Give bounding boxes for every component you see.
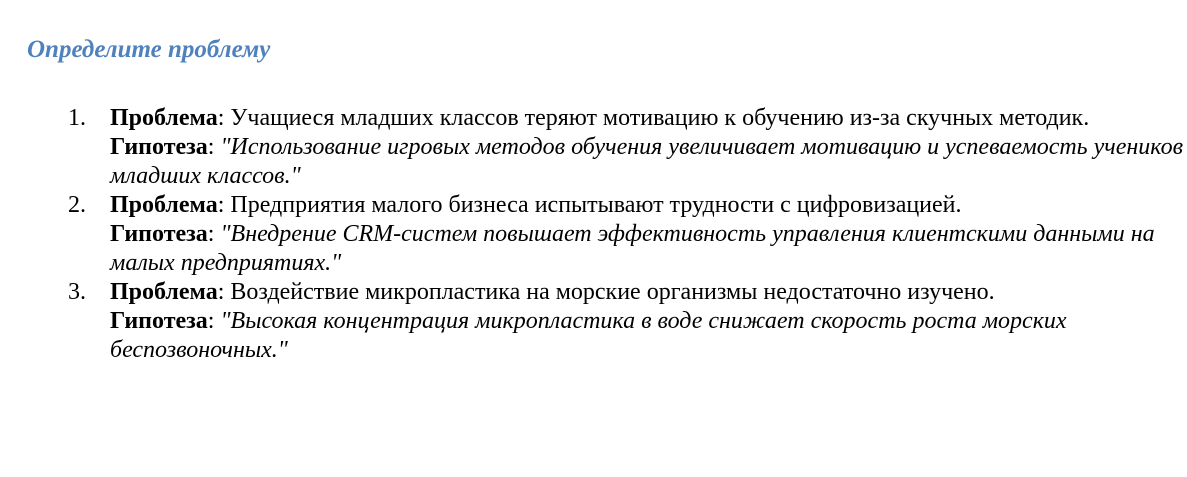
item-number: 2. <box>68 192 86 218</box>
problem-line <box>110 191 1187 220</box>
list-item <box>0 104 1187 191</box>
hypothesis-text: "Высокая концентрация микропластика в воде снижает скорость роста морских беспозвоночных." <box>110 308 1067 363</box>
problem-line <box>110 278 1187 307</box>
hypothesis-line <box>110 220 1187 278</box>
hypothesis-line <box>110 133 1187 191</box>
label-separator: : <box>217 192 231 218</box>
item-number: 3. <box>68 279 86 305</box>
label-separator: : <box>207 308 221 334</box>
item-number: 1. <box>68 105 86 131</box>
hypothesis-label: Гипотеза <box>110 134 208 160</box>
hypothesis-line <box>110 307 1187 365</box>
problem-list <box>0 104 1187 365</box>
problem-label: Проблема <box>110 192 218 218</box>
problem-line <box>110 104 1187 133</box>
hypothesis-text: "Использование игровых методов обучения увеличивает мотивацию и успеваемость учеников младших классов." <box>110 134 1183 189</box>
label-separator: : <box>217 279 231 305</box>
list-item <box>0 191 1187 278</box>
label-separator: : <box>217 105 231 131</box>
problem-text: Учащиеся младших классов теряют мотивацию к обучению из-за скучных методик. <box>230 105 1090 131</box>
problem-label: Проблема <box>110 105 218 131</box>
hypothesis-label: Гипотеза <box>110 308 208 334</box>
label-separator: : <box>207 134 221 160</box>
section-heading: Определите проблему <box>27 36 271 63</box>
hypothesis-text: "Внедрение CRM-систем повышает эффективность управления клиентскими данными на малых предприятиях." <box>110 221 1155 276</box>
problem-text: Воздействие микропластика на морские организмы недостаточно изучено. <box>230 279 995 305</box>
problem-label: Проблема <box>110 279 218 305</box>
problem-text: Предприятия малого бизнеса испытывают трудности с цифровизацией. <box>230 192 962 218</box>
label-separator: : <box>207 221 221 247</box>
hypothesis-label: Гипотеза <box>110 221 208 247</box>
list-item <box>0 278 1187 365</box>
